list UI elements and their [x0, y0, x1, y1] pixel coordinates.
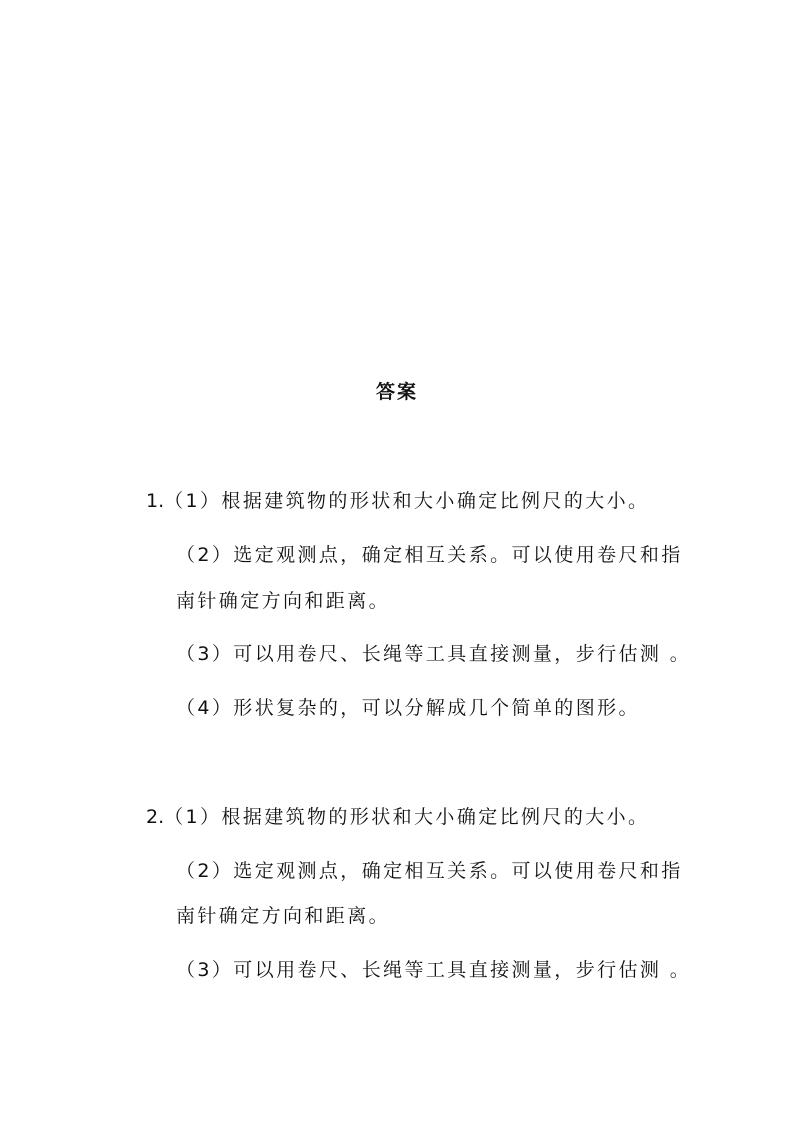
- q2-line-3: [176, 902, 390, 930]
- q1-number: 1.: [146, 490, 165, 512]
- q1-line-4: [176, 640, 691, 668]
- q1-item-3: （3）可以用卷尺、长绳等工具直接测量，步行估测 。: [176, 643, 692, 665]
- page-title: 答案: [375, 381, 418, 403]
- q2-item-2-cont: 南针确定方向和距离。: [176, 905, 391, 927]
- q2-item-1: （1）根据建筑物的形状和大小确定比例尺的大小。: [164, 806, 650, 828]
- q2-line-1: [146, 803, 649, 831]
- q1-item-4: （4）形状复杂的，可以分解成几个简单的图形。: [176, 697, 640, 719]
- q1-line-5: [176, 694, 640, 722]
- q1-item-1: （1）根据建筑物的形状和大小确定比例尺的大小。: [164, 490, 650, 512]
- q1-line-3: [176, 587, 390, 615]
- q2-item-3: （3）可以用卷尺、长绳等工具直接测量，步行估测 。: [176, 959, 692, 981]
- q2-line-4: [176, 956, 691, 984]
- q2-line-2: [176, 857, 683, 885]
- q2-item-2: （2）选定观测点，确定相互关系。可以使用卷尺和指: [176, 860, 683, 882]
- q1-line-2: [176, 541, 683, 569]
- q2-number: 2.: [146, 806, 165, 828]
- q1-line-1: [146, 487, 649, 515]
- q1-item-2: （2）选定观测点，确定相互关系。可以使用卷尺和指: [176, 544, 683, 566]
- q1-item-2-cont: 南针确定方向和距离。: [176, 590, 391, 612]
